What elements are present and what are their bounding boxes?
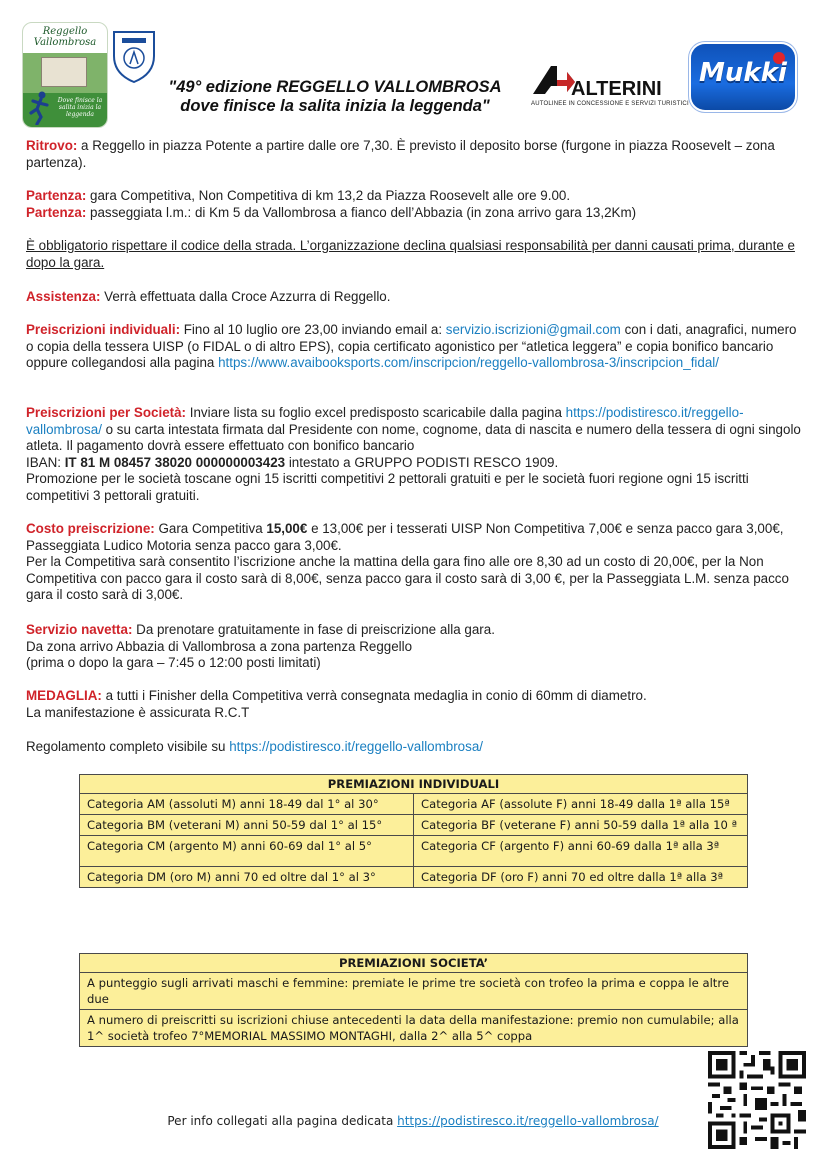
podistiresco-link[interactable]: https://podistiresco.it/reggello-vallombrosa/ (26, 405, 744, 437)
promozione-text: Promozione per le società toscane ogni 15 iscritti competitivi 2 pettorali gratuiti e per le società fuori regione ogni 15 iscritti competitivi 3 pettorali gratuiti. (26, 471, 749, 503)
table-row (80, 973, 748, 1010)
preiscrizioni-individuali-text2: con i dati, anagrafici, numero o copia della tessera UISP (o FIDAL o di altro EPS), copia certificato agonistico per “atletica leggera” e copia bonifico bancario oppure collegandosi alla pagina (26, 322, 797, 370)
table-row (80, 815, 748, 836)
footer-info (0, 1114, 826, 1128)
regolamento-section (26, 739, 801, 756)
ritrovo-section (26, 138, 801, 171)
regolamento-link[interactable]: https://podistiresco.it/reggello-vallombrosa/ (229, 739, 483, 754)
assistenza-label: Assistenza: (26, 289, 101, 304)
preiscrizioni-individuali-section (26, 322, 801, 372)
costo-competitiva-price: 15,00€ (266, 521, 308, 536)
categoria-am: Categoria AM (assoluti M) anni 18-49 dal 1° al 30° (80, 794, 414, 815)
headline-line2: dove finisce la salita inizia la leggenda" (180, 97, 490, 115)
premiazioni-societa-table (79, 953, 748, 1047)
categoria-dm: Categoria DM (oro M) anni 70 ed oltre dal 1° al 3° (80, 867, 414, 888)
categoria-bf: Categoria BF (veterane F) anni 50-59 dalla 1ª alla 10 ª (414, 815, 748, 836)
preiscrizioni-societa-text2: o su carta intestata firmata dal Presidente con nome, cognome, data di nascita e numero della tessera di ogni singolo atleta. Il pagamento dovrà essere effettuato con bonifico bancario (26, 421, 801, 453)
footer-link[interactable]: https://podistiresco.it/reggello-vallombrosa/ (397, 1114, 659, 1128)
preiscrizioni-individuali-text: Fino al 10 luglio ore 23,00 inviando email a: (180, 322, 446, 337)
table-row (80, 867, 748, 888)
logo-abbey (41, 57, 87, 87)
headline-line1: "49° edizione REGGELLO VALLOMBROSA (168, 78, 502, 96)
navetta-text1: Da prenotare gratuitamente in fase di preiscrizione alla gara. (132, 622, 495, 637)
logo-title-line1: Reggello (42, 26, 88, 37)
categoria-df: Categoria DF (oro F) anni 70 ed oltre dalla 1ª alla 3ª (414, 867, 748, 888)
partenza-label: Partenza: (26, 188, 87, 203)
iban-value: IT 81 M 08457 38020 000000003423 (64, 454, 286, 470)
categoria-cm: Categoria CM (argento M) anni 60-69 dal 1° al 5° (80, 836, 414, 867)
iban-holder: intestato a GRUPPO PODISTI RESCO 1909. (285, 454, 559, 470)
partenza-label: Partenza: (26, 204, 87, 220)
iscrizioni-email-link[interactable]: servizio.iscrizioni@gmail.com (445, 322, 621, 337)
partenza-gara-text: gara Competitiva, Non Competitiva di km 13,2 da Piazza Roosevelt alle ore 9.00. (86, 188, 571, 203)
costo-text: Gara Competitiva (154, 521, 267, 536)
preiscrizioni-individuali-label: Preiscrizioni individuali: (26, 322, 181, 337)
avaibooksports-link[interactable]: https://www.avaibooksports.com/inscripcion/reggello-vallombrosa-3/inscripcion_fidal/ (218, 355, 719, 370)
iban-label: IBAN: (26, 454, 65, 470)
partenza-passeggiata-text: passeggiata l.m.: di Km 5 da Vallombrosa a fianco dell’Abbazia (in zona arrivo gara 13,2Km) (86, 204, 637, 220)
table-row (80, 1010, 748, 1047)
assicurazione-text: La manifestazione è assicurata R.C.T (26, 704, 250, 720)
table-row (80, 794, 748, 815)
costo-mattina-text: Per la Competitiva sarà consentito l’iscrizione anche la mattina della gara fino alle ore 8,30 ad un costo di 20,00€, per la Non Competitiva con pacco gara il costo sarà di 8,00€, senza pacco gara il costo sarà di 3,00 €, per la Passeggiata L.M. senza pacco gara il costo sarà di 3,00€. (26, 554, 789, 602)
qr-code[interactable] (708, 1051, 806, 1149)
assistenza-text: Verrà effettuata dalla Croce Azzurra di Reggello. (100, 289, 391, 304)
regolamento-text: Regolamento completo visibile su (26, 739, 230, 754)
ritrovo-label: Ritrovo: (26, 138, 78, 153)
medaglia-section (26, 688, 801, 721)
preiscrizioni-societa-section (26, 405, 801, 504)
premiazione-preiscritti: A numero di preiscritti su iscrizioni chiuse antecedenti la data della manifestazione: premio non cumulabile; alla 1^ società trofeo 7°MEMORIAL MASSIMO MONTAGHI, dalla 2^ alla 5^ coppa (80, 1010, 748, 1047)
obbligo-notice: È obbligatorio rispettare il codice della strada. L’organizzazione declina qualsiasi responsabilità per danni causati prima, durante e dopo la gara. (26, 238, 795, 270)
table-row (80, 836, 748, 867)
categoria-af: Categoria AF (assolute F) anni 18-49 dalla 1ª alla 15ª (414, 794, 748, 815)
costo-text2: e 13,00€ per i tesserati UISP Non Competitiva 7,00€ e senza pacco gara 3,00€, Passeggiata Ludico Motoria senza pacco gara 3,00€. (26, 521, 784, 553)
medaglia-text: a tutti i Finisher della Competitiva verrà consegnata medaglia in conio di 60mm di diametro. (101, 688, 647, 703)
navetta-text2: Da zona arrivo Abbazia di Vallombrosa a zona partenza Reggello (26, 638, 413, 654)
navetta-section (26, 622, 801, 672)
alterini-logo (531, 60, 689, 110)
premiazioni-individuali-table (79, 774, 748, 888)
costo-label: Costo preiscrizione: (26, 521, 155, 536)
footer-text: Per info collegati alla pagina dedicata (167, 1114, 398, 1128)
costo-section (26, 521, 801, 604)
reggello-vallombrosa-logo (22, 22, 108, 128)
logo-title (23, 26, 107, 48)
podisti-resco-shield-logo (110, 26, 158, 84)
alterini-subtitle: AUTOLINEE IN CONCESSIONE E SERVIZI TURISTICI (531, 101, 689, 107)
runner-icon (27, 91, 55, 125)
logo-title-line2: Vallombrosa (33, 37, 97, 48)
categoria-cf: Categoria CF (argento F) anni 60-69 dalla 1ª alla 3ª (414, 836, 748, 867)
mukki-logo (691, 44, 795, 110)
navetta-text3: (prima o dopo la gara – 7:45 o 12:00 posti limitati) (26, 655, 321, 670)
ritrovo-text: a Reggello in piazza Potente a partire dalle ore 7,30. È previsto il deposito borse (furgone in piazza Roosevelt – zona partenza). (26, 138, 775, 170)
categoria-bm: Categoria BM (veterani M) anni 50-59 dal 1° al 15° (80, 815, 414, 836)
medaglia-label: MEDAGLIA: (26, 688, 102, 703)
logo-motto: Dove finisce la salita inizia la leggenda (57, 97, 103, 118)
event-headline (150, 78, 520, 116)
preiscrizioni-societa-text: Inviare lista su foglio excel predisposto scaricabile dalla pagina (186, 405, 566, 420)
premiazioni-individuali-title: PREMIAZIONI INDIVIDUALI (80, 775, 748, 794)
alterini-arrow-icon (531, 60, 575, 100)
premiazione-punteggio: A punteggio sugli arrivati maschi e femmine: premiate le prime tre società con trofeo la prima e coppa le altre due (80, 973, 748, 1010)
mukki-wordmark: Mukki (699, 58, 787, 88)
partenza-section (26, 188, 801, 221)
assistenza-section (26, 289, 801, 306)
navetta-label: Servizio navetta: (26, 622, 133, 637)
preiscrizioni-societa-label: Preiscrizioni per Società: (26, 405, 187, 420)
premiazioni-societa-title: PREMIAZIONI SOCIETA’ (80, 954, 748, 973)
alterini-name: ALTERINI (571, 78, 662, 100)
